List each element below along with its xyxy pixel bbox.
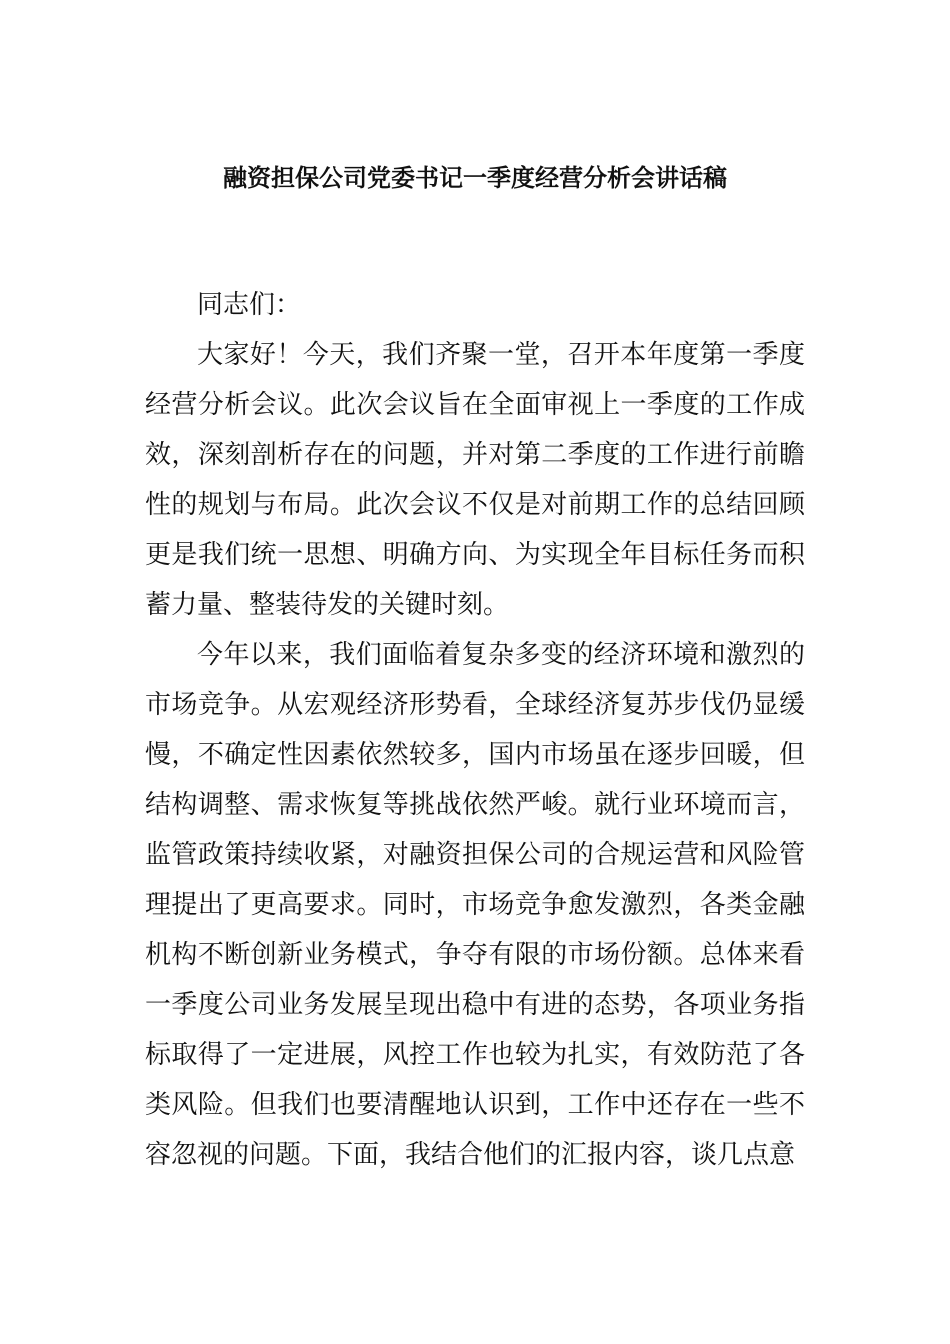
document-body: [145, 280, 805, 1180]
salutation-paragraph: 同志们：: [197, 290, 302, 320]
document-title: 融资担保公司党委书记一季度经营分析会讲话稿: [223, 164, 727, 192]
opening-paragraph: 大家好！今天，我们齐聚一堂，召开本年度第一季度经营分析会议。此次会议旨在全面审视上一季度的工作成效，深刻剖析存在的问题，并对第二季度的工作进行前瞻性的规划与布局。此次会议不仅是对前期工作的总结回顾更是我们统一思想、明确方向、为实现全年目标任务而积蓄力量、整装待发的关键时刻。: [145, 340, 805, 620]
situation-paragraph: 今年以来，我们面临着复杂多变的经济环境和激烈的市场竞争。从宏观经济形势看，全球经济复苏步伐仍显缓慢，不确定性因素依然较多，国内市场虽在逐步回暖，但结构调整、需求恢复等挑战依然严峻。就行业环境而言，监管政策持续收紧，对融资担保公司的合规运营和风险管理提出了更高要求。同时，市场竞争愈发激烈，各类金融机构不断创新业务模式，争夺有限的市场份额。总体来看一季度公司业务发展呈现出稳中有进的态势，各项业务指标取得了一定进展，风控工作也较为扎实，有效防范了各类风险。但我们也要清醒地认识到，工作中还存在一些不容忽视的问题。下面，我结合他们的汇报内容，谈几点意: [145, 640, 805, 1170]
